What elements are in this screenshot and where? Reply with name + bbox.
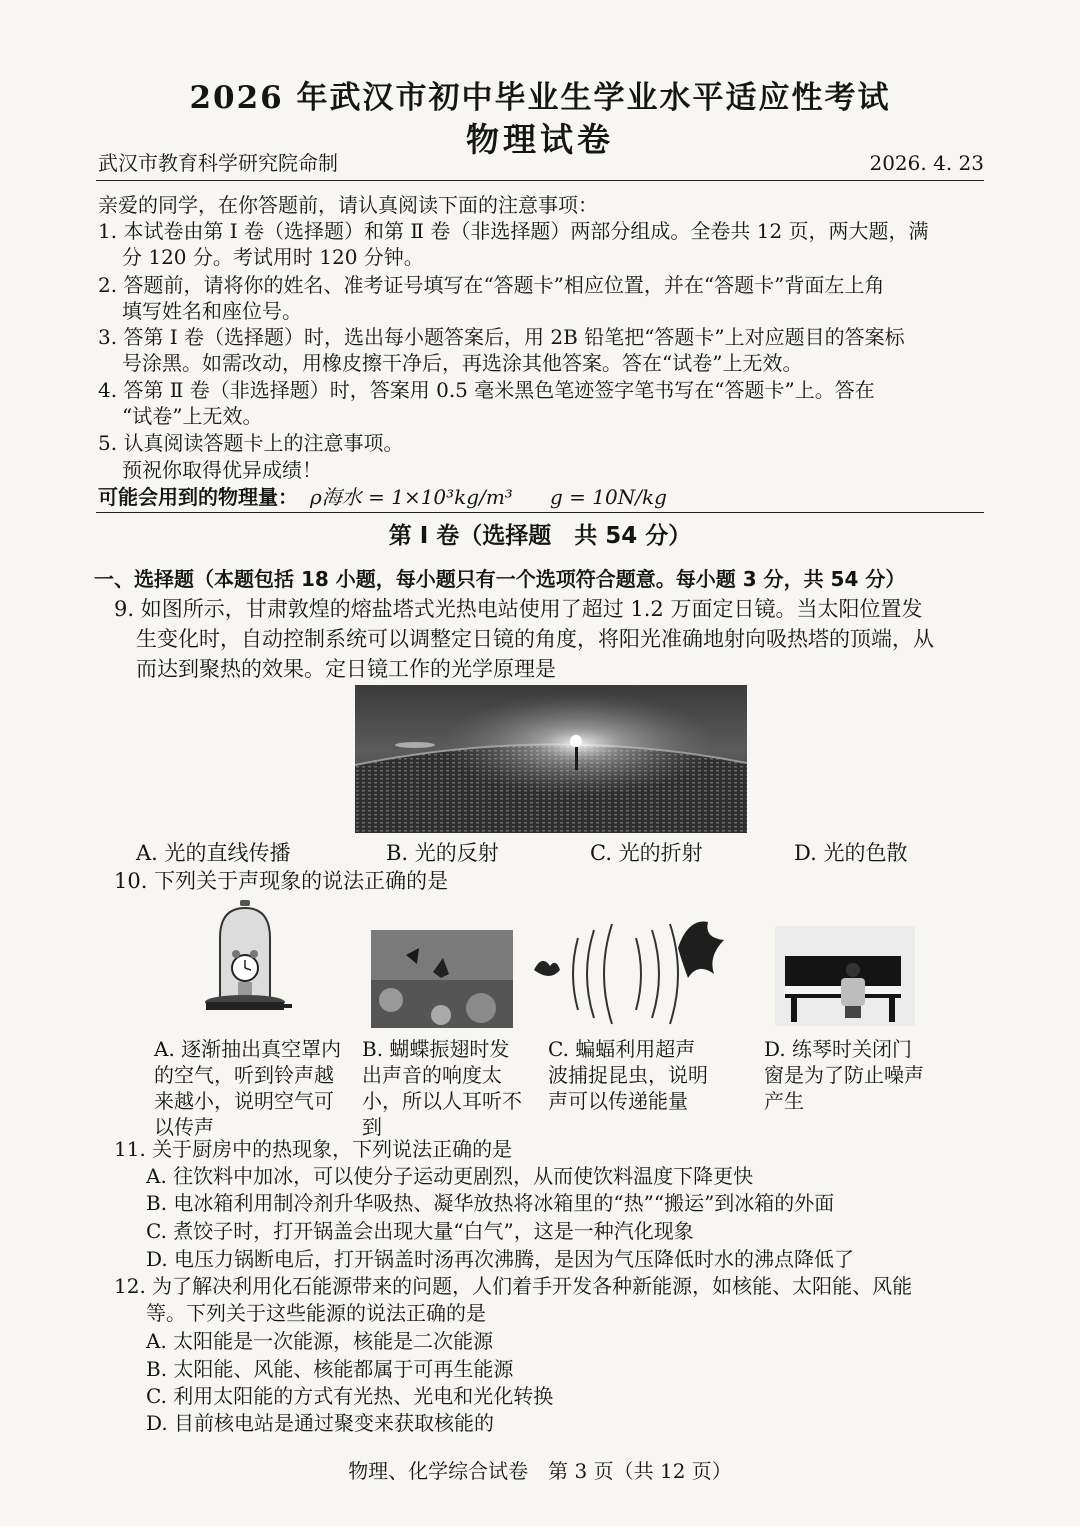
bat-ultrasound-figure — [528, 918, 728, 1030]
notice-line: 4. 答第 Ⅱ 卷（非选择题）时，答案用 0.5 毫米黑色笔迹签字笔书写在“答题卡”上。答在 — [98, 378, 875, 402]
option-a: A. 逐渐抽出真空罩内的空气，听到铃声越来越小，说明空气可以传声 — [154, 1037, 342, 1139]
constant-gravity: g = 10N/kg — [550, 485, 667, 509]
option-b: B. 太阳能、风能、核能都属于可再生能源 — [146, 1357, 514, 1381]
issuer: 武汉市教育科学研究院命制 — [98, 151, 338, 175]
question-stem: 10. 下列关于声现象的说法正确的是 — [114, 869, 449, 893]
section-heading: 第 Ⅰ 卷（选择题 共 54 分） — [388, 523, 692, 549]
option-d: D. 练琴时关闭门窗是为了防止噪声产生 — [764, 1037, 924, 1113]
notice-line: 5. 认真阅读答题卡上的注意事项。 — [98, 431, 404, 455]
notice-line: 填写姓名和座位号。 — [122, 299, 302, 323]
exam-date: 2026. 4. 23 — [869, 151, 984, 175]
notice-line: 1. 本试卷由第 Ⅰ 卷（选择题）和第 Ⅱ 卷（非选择题）两部分组成。全卷共 12 页，两大题，满 — [98, 219, 929, 243]
question-stem: 而达到聚热的效果。定日镜工作的光学原理是 — [136, 657, 556, 681]
notice-intro: 亲爱的同学，在你答题前，请认真阅读下面的注意事项： — [98, 193, 598, 217]
notice-rule — [96, 512, 984, 513]
notice-line: 分 120 分。考试用时 120 分钟。 — [122, 245, 424, 269]
part-title: 一、选择题（本题包括 18 小题，每小题只有一个选项符合题意。每小题 3 分，共 54 分） — [94, 567, 906, 591]
option-c: C. 光的折射 — [590, 841, 703, 865]
option-d: D. 电压力锅断电后，打开锅盖时汤再次沸腾，是因为气压降低时水的沸点降低了 — [146, 1247, 855, 1271]
notice-line: “试卷”上无效。 — [122, 404, 263, 428]
exam-title: 2026 年武汉市初中毕业生学业水平适应性考试 — [189, 80, 891, 116]
option-a: A. 光的直线传播 — [136, 841, 291, 865]
solar-plant-photo — [355, 685, 747, 833]
option-a: A. 往饮料中加冰，可以使分子运动更剧烈，从而使饮料温度下降更快 — [146, 1164, 754, 1188]
option-b: B. 电冰箱利用制冷剂升华吸热、凝华放热将冰箱里的“热”“搬运”到冰箱的外面 — [146, 1191, 835, 1215]
option-c: C. 利用太阳能的方式有光热、光电和光化转换 — [146, 1384, 554, 1408]
option-a: A. 太阳能是一次能源，核能是二次能源 — [146, 1329, 494, 1353]
option-c: C. 煮饺子时，打开锅盖会出现大量“白气”，这是一种汽化现象 — [146, 1219, 694, 1243]
option-d: D. 光的色散 — [794, 841, 908, 865]
notice-line: 号涂黑。如需改动，用橡皮擦干净后，再选涂其他答案。答在“试卷”上无效。 — [122, 351, 803, 375]
notice-line: 预祝你取得优异成绩！ — [122, 458, 322, 482]
question-stem: 生变化时，自动控制系统可以调整定日镜的角度，将阳光准确地射向吸热塔的顶端，从 — [136, 627, 934, 651]
question-stem: 12. 为了解决利用化石能源带来的问题，人们着手开发各种新能源，如核能、太阳能、风能 — [114, 1274, 913, 1298]
piano-photo — [775, 926, 915, 1026]
question-stem: 等。下列关于这些能源的说法正确的是 — [146, 1301, 486, 1325]
question-stem: 11. 关于厨房中的热现象，下列说法正确的是 — [114, 1137, 513, 1161]
header-rule — [96, 180, 984, 181]
option-b: B. 光的反射 — [386, 841, 499, 865]
constant-density: ρ海水 = 1×10³kg/m³ — [310, 485, 513, 509]
bell-jar-figure — [200, 898, 292, 1023]
butterfly-photo — [371, 930, 513, 1028]
constants-label: 可能会用到的物理量： — [98, 485, 298, 509]
notice-line: 2. 答题前，请将你的姓名、准考证号填写在“答题卡”相应位置，并在“答题卡”背面左上角 — [98, 273, 885, 297]
paper-subtitle: 物理试卷 — [466, 120, 614, 159]
question-stem: 9. 如图所示，甘肃敦煌的熔盐塔式光热电站使用了超过 1.2 万面定日镜。当太阳位置发 — [114, 597, 923, 621]
page-footer: 物理、化学综合试卷 第 3 页（共 12 页） — [348, 1459, 732, 1483]
notice-line: 3. 答第 Ⅰ 卷（选择题）时，选出每小题答案后，用 2B 铅笔把“答题卡”上对应题目的答案标 — [98, 325, 905, 349]
option-c: C. 蝙蝠利用超声波捕捉昆虫，说明声可以传递能量 — [548, 1037, 708, 1113]
option-d: D. 目前核电站是通过聚变来获取核能的 — [146, 1411, 495, 1435]
option-b: B. 蝴蝶振翅时发出声音的响度太小，所以人耳听不到 — [362, 1037, 522, 1139]
